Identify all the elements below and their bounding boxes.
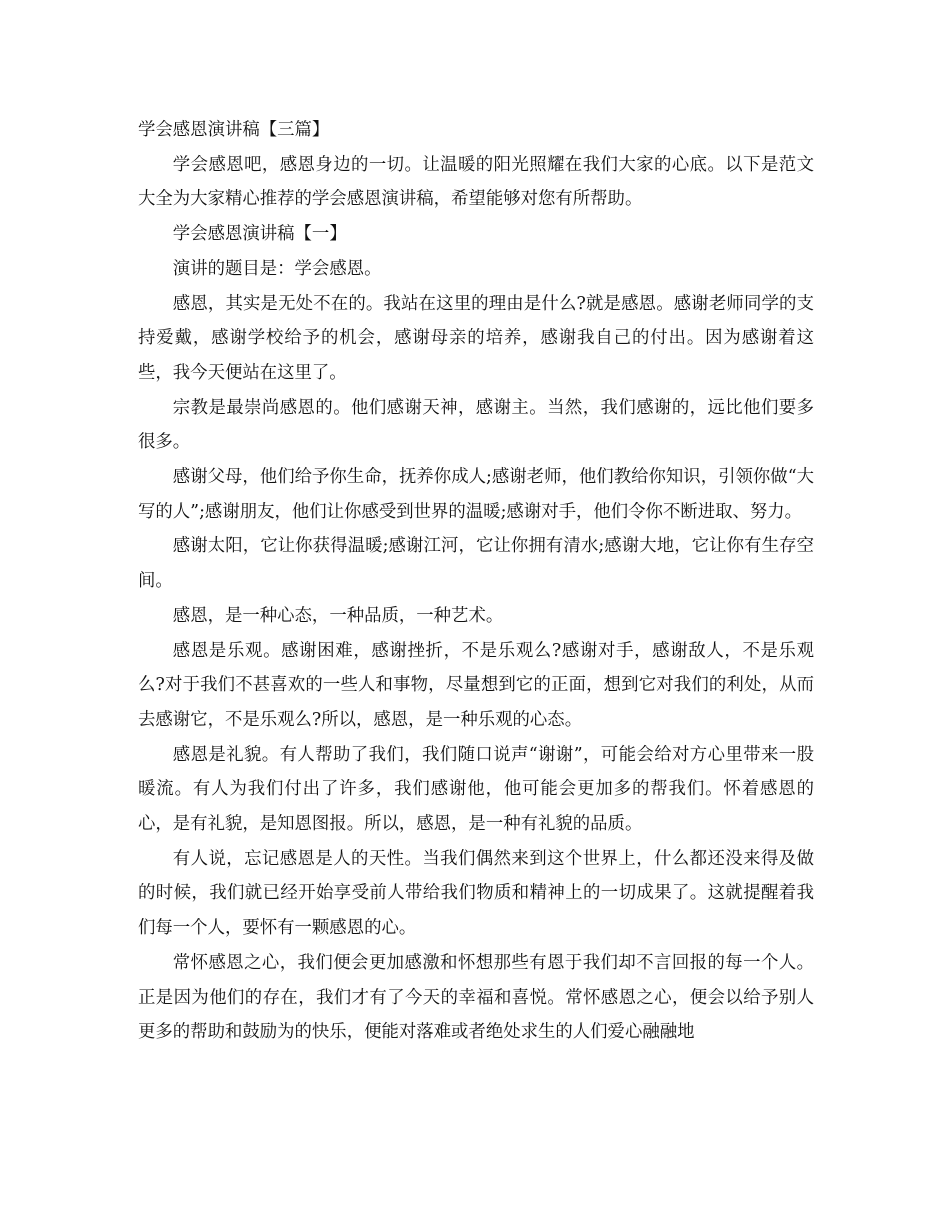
body-paragraph: 感恩是乐观。感谢困难，感谢挫折，不是乐观么?感谢对手，感谢敌人，不是乐观么?对于我们不甚喜欢的一些人和事物，尽量想到它的正面，想到它对我们的利处，从而去感谢它，不是乐观么?所以，感恩，是一种乐观的心态。: [138, 640, 814, 730]
body-paragraph: 宗教是最崇尚感恩的。他们感谢天神，感谢主。当然，我们感谢的，远比他们要多很多。: [138, 397, 814, 453]
body-paragraph: 常怀感恩之心，我们便会更加感激和怀想那些有恩于我们却不言回报的每一个人。正是因为他们的存在，我们才有了今天的幸福和喜悦。常怀感恩之心，便会以给予别人更多的帮助和鼓励为的快乐，便能对落难或者绝处求生的人们爱心融融地: [138, 952, 814, 1043]
body-paragraph: 有人说，忘记感恩是人的天性。当我们偶然来到这个世界上，什么都还没来得及做的时候，我们就已经开始享受前人带给我们物质和精神上的一切成果了。这就提醒着我们每一个人，要怀有一颗感恩的心。: [138, 848, 814, 939]
body-paragraph: 感谢太阳，它让你获得温暖;感谢江河，它让你拥有清水;感谢大地，它让你有生存空间。: [138, 536, 814, 592]
body-paragraph: 感谢父母，他们给予你生命，抚养你成人;感谢老师，他们教给你知识，引领你做“大写的人”;感谢朋友，他们让你感受到世界的温暖;感谢对手，他们令你不断进取、努力。: [138, 467, 814, 522]
body-paragraph: 感恩是礼貌。有人帮助了我们，我们随口说声“谢谢”，可能会给对方心里带来一股暖流。有人为我们付出了许多，我们感谢他，他可能会更加多的帮我们。怀着感恩的心，是有礼貌，是知恩图报。所以，感恩，是一种有礼貌的品质。: [138, 744, 814, 835]
speech-topic-paragraph: 演讲的题目是：学会感恩。: [172, 258, 382, 279]
document-title: 学会感恩演讲稿【三篇】: [138, 120, 330, 140]
body-paragraph: 感恩，是一种心态，一种品质，一种艺术。: [172, 605, 504, 626]
intro-paragraph: 学会感恩吧，感恩身边的一切。让温暖的阳光照耀在我们大家的心底。以下是范文大全为大家精心推荐的学会感恩演讲稿，希望能够对您有所帮助。: [138, 154, 814, 210]
section-heading: 学会感恩演讲稿【一】: [172, 224, 347, 245]
body-paragraph: 感恩，其实是无处不在的。我站在这里的理由是什么?就是感恩。感谢老师同学的支持爱戴，感谢学校给予的机会，感谢母亲的培养，感谢我自己的付出。因为感谢着这些，我今天便站在这里了。: [138, 293, 814, 383]
document-page: [138, 113, 814, 1050]
